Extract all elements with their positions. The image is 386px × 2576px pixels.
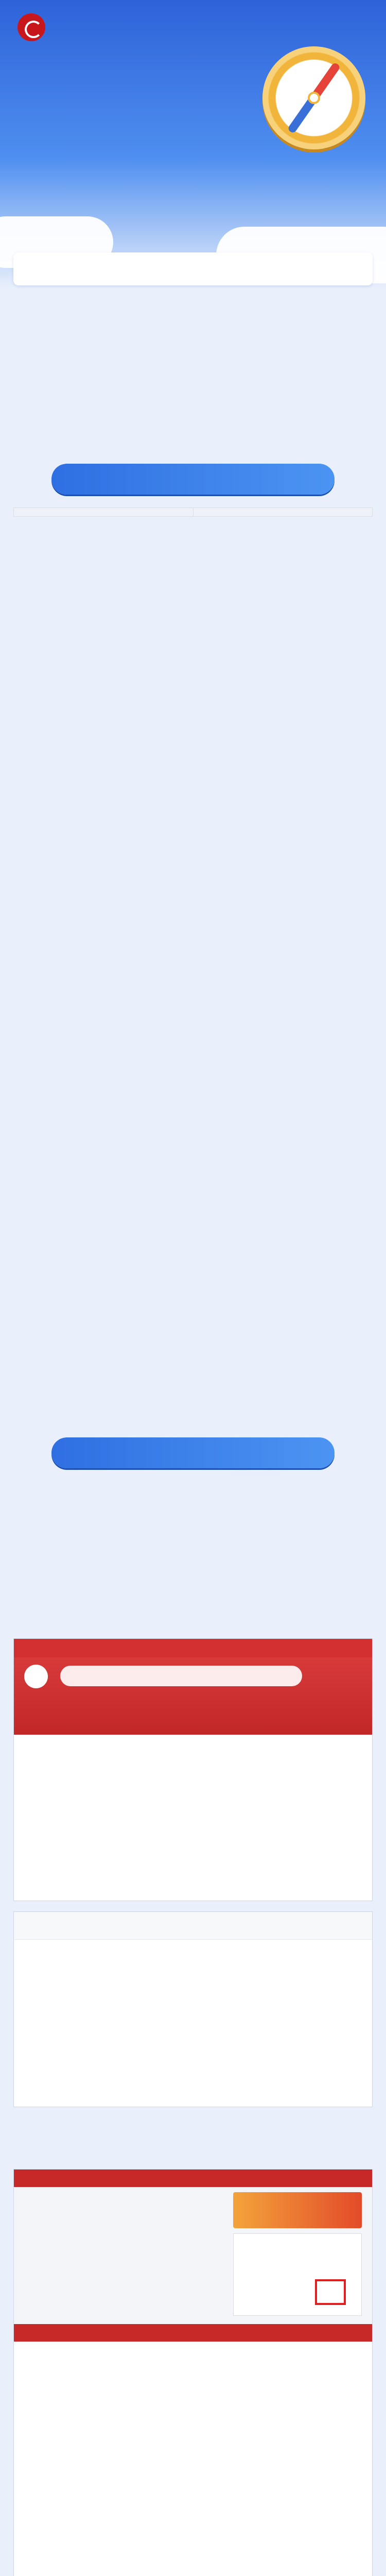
pc-section-bar: [14, 2324, 372, 2342]
pc-quick-menu: [233, 2233, 362, 2316]
intro-card: [13, 252, 373, 285]
permission-panel: [13, 1911, 373, 2107]
rules-table: [13, 507, 373, 517]
business-entry-highlight[interactable]: [315, 2279, 346, 2305]
section-title-open: [51, 1437, 335, 1468]
compass-icon: [262, 46, 365, 149]
app-header: [14, 1657, 372, 1735]
search-input[interactable]: [60, 1666, 302, 1686]
section-title-rules: [51, 464, 335, 495]
pc-home: [14, 2170, 372, 2324]
pc-header: [14, 2170, 372, 2187]
table-header-value: [193, 508, 373, 517]
status-bar: [14, 1639, 372, 1657]
app-screenshot: [13, 1638, 373, 1901]
permission-header: [14, 1912, 372, 1940]
pc-menu-columns: [14, 2342, 372, 2352]
pc-screenshot: [13, 2169, 373, 2576]
avatar[interactable]: [24, 1665, 48, 1688]
brand-logo: [17, 13, 50, 41]
logo-icon: [17, 13, 45, 41]
feature-grid: [14, 1735, 372, 1757]
pc-banner: [233, 2192, 362, 2228]
table-header-key: [14, 508, 194, 517]
hero-banner: [0, 0, 386, 289]
